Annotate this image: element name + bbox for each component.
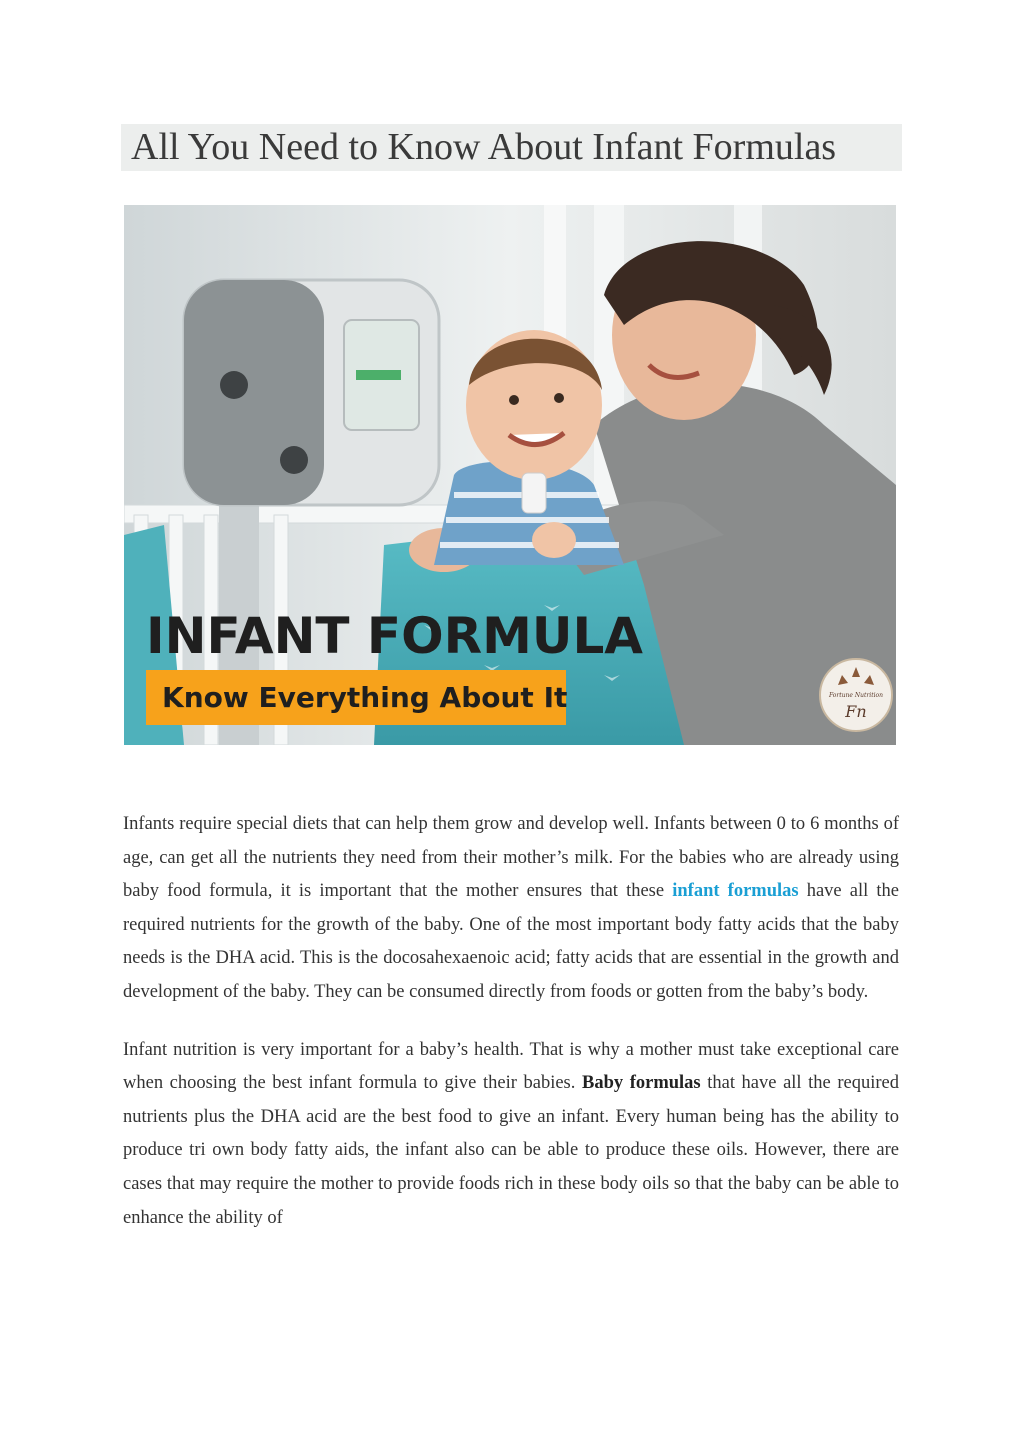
paragraph-1-text-a: Infants require special diets that can help them grow and develop well. Infants between 0 to 6 months of age, can get all the nutrients they need from their mother’s milk. For the babies who are already using baby food formula, it is important that the mother ensures that these xyxy=(123,814,899,902)
hero-headline: INFANT FORMULA xyxy=(146,607,643,665)
hero-banner-text: Know Everything About It xyxy=(162,681,568,714)
baby-formulas-term: Baby formulas xyxy=(581,1073,701,1094)
logo-text: Fn xyxy=(845,702,867,721)
infant-formulas-link[interactable]: infant formulas xyxy=(672,881,799,902)
mother-and-toddler-photo-icon xyxy=(124,205,896,745)
article-body xyxy=(123,808,899,1259)
logo-subtext: Fortune Nutrition xyxy=(828,692,884,699)
hero-image xyxy=(124,205,896,745)
paragraph-2 xyxy=(123,1034,899,1236)
paragraph-2-text-a: Infant nutrition is very important for a baby’s health. That is why a mother must take exceptional care when choosing the best infant formula to give their babies. xyxy=(123,1039,899,1094)
paragraph-1-text-b: have all the required nutrients for the growth of the baby. One of the most important body fatty acids that the baby needs is the DHA acid. This is the docosahexaenoic acid; fatty acids that are essential in the growth and development of the baby. They can be consumed directly from foods or gotten from the baby’s body. xyxy=(123,881,900,1002)
paragraph-1 xyxy=(123,808,899,1010)
paragraph-2-text-b: that have all the required nutrients plus the DHA acid are the best food to give an infant. Every human being has the ability to produce tri own body fatty aids, the infant also can be able to produce these oils. However, there are cases that may require the mother to provide foods rich in these body oils so that the baby can be able to enhance the ability of xyxy=(123,1073,899,1228)
brand-logo-icon xyxy=(820,659,892,731)
page-title: All You Need to Know About Infant Formulas xyxy=(121,124,902,171)
